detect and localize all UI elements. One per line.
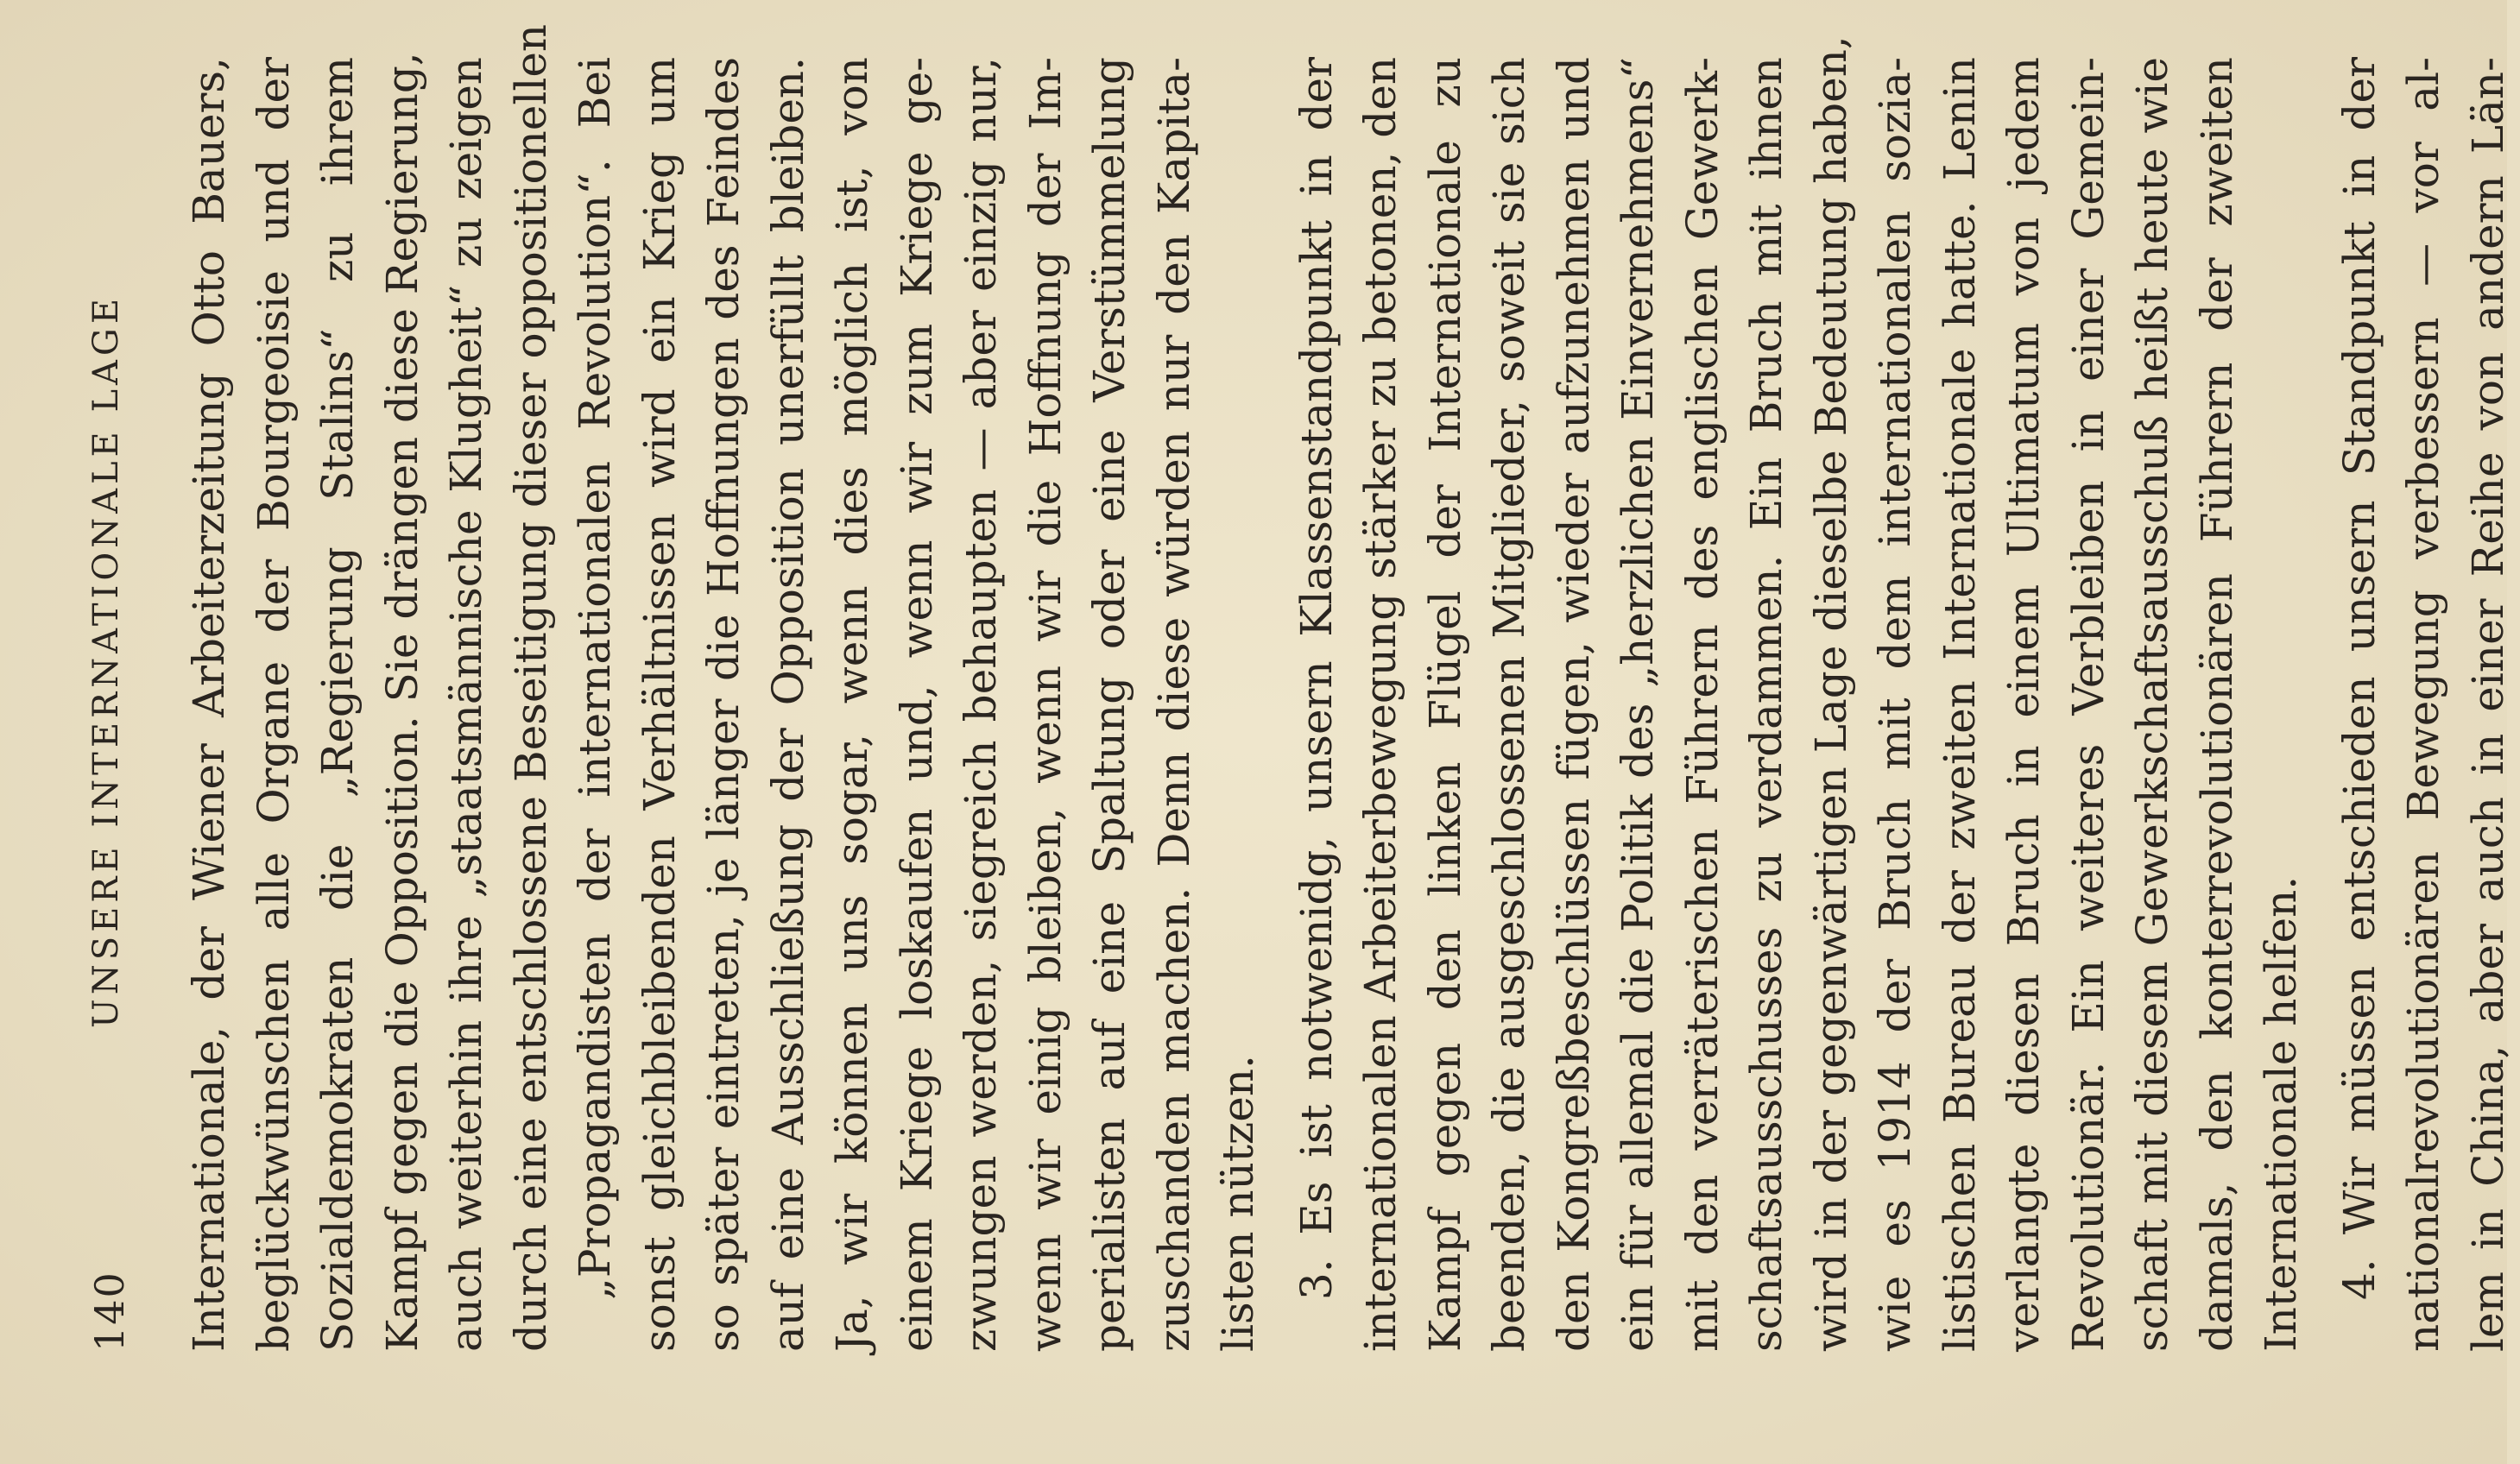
text-line: mit den verräterischen Führern des englischen Gewerk- [1677, 57, 1727, 1352]
text-line: zwungen werden, siegreich behaupten — aber einzig nur, [956, 57, 1006, 1352]
text-line: 4. Wir müssen entschieden unsern Standpunkt in der [2334, 57, 2384, 1300]
text-line: Kampf gegen die Opposition. Sie drängen diese Regierung, [376, 52, 427, 1352]
text-line: „Propagandisten der internationalen Revolution“. Bei [570, 57, 620, 1300]
text-line: wenn wir einig bleiben, wenn wir die Hoffnung der Im- [1020, 57, 1071, 1352]
text-line: Sozialdemokraten die „Regierung Stalins“ zu ihrem [313, 57, 363, 1352]
text-line: Kampf gegen den linken Flügel der Internationale zu [1419, 57, 1470, 1352]
text-line: nationalrevolutionären Bewegung verbessern — vor al- [2398, 57, 2448, 1352]
text-line: ein für allemal die Politik des „herzlichen Einvernehmens“ [1613, 57, 1663, 1352]
text-line: durch eine entschlossene Beseitigung dieser oppositionellen [505, 23, 556, 1352]
text-line: auch weiterhin ihre „staatsmännische Klugheit“ zu zeigen [441, 57, 491, 1352]
running-title: UNSERE INTERNATIONALE LAGE [86, 293, 126, 1028]
text-line: 3. Es ist notwenidg, unsern Klassenstandpunkt in der [1291, 57, 1342, 1300]
text-line: schaft mit diesem Gewerkschaftsausschuß heißt heute wie [2127, 57, 2177, 1352]
text-line: schaftsausschusses zu verdammen. Ein Bruch mit ihnen [1741, 57, 1791, 1352]
text-line: zuschanden machen. Denn diese würden nur den Kapita- [1148, 57, 1199, 1352]
text-line: Revolutionär. Ein weiteres Verbleiben in einer Gemein- [2062, 57, 2113, 1352]
text-line: wie es 1914 der Bruch mit dem internationalen sozia- [1870, 57, 1920, 1352]
text-line: beglückwünschen alle Organe der Bourgeoisie und der [248, 57, 299, 1352]
text-line: listischen Bureau der zweiten Internationale hatte. Lenin [1934, 57, 1985, 1352]
text-line: auf eine Ausschließung der Opposition unerfüllt bleiben. [762, 57, 813, 1352]
text-line: so später eintreten, je länger die Hoffnungen des Feindes [698, 57, 748, 1352]
page-number: 140 [86, 1271, 133, 1352]
text-line: Internationale, der Wiener Arbeiterzeitung Otto Bauers, [184, 57, 234, 1352]
text-line: listen nützen. [1213, 1055, 1263, 1352]
text-line: wird in der gegenwärtigen Lage dieselbe Bedeutung haben, [1805, 35, 1856, 1352]
text-line: internationalen Arbeiterbewegung stärker zu betonen, den [1355, 56, 1405, 1352]
text-line: Internationale helfen. [2256, 875, 2306, 1352]
text-line: einem Kriege loskaufen und, wenn wir zum Kriege ge- [891, 57, 942, 1352]
text-line: sonst gleichbleibenden Verhältnissen wird ein Krieg um [634, 57, 685, 1352]
body-text [177, 23, 2520, 1352]
text-line: lem in China, aber auch in einer Reihe von andern Län- [2462, 57, 2513, 1352]
text-line: den Kongreßbeschlüssen fügen, wieder aufzunehmen und [1548, 57, 1599, 1352]
text-line: beenden, die ausgeschlossenen Mitglieder, soweit sie sich [1484, 57, 1534, 1352]
text-line: Ja, wir können uns sogar, wenn dies möglich ist, von [827, 57, 877, 1352]
text-line: verlangte diesen Bruch in einem Ultimatum von jedem [1999, 57, 2049, 1352]
page-header [86, 92, 138, 1352]
text-line: perialisten auf eine Spaltung oder eine Verstümmelung [1084, 57, 1134, 1352]
text-line: damals, den konterrevolutionären Führern der zweiten [2191, 57, 2242, 1352]
